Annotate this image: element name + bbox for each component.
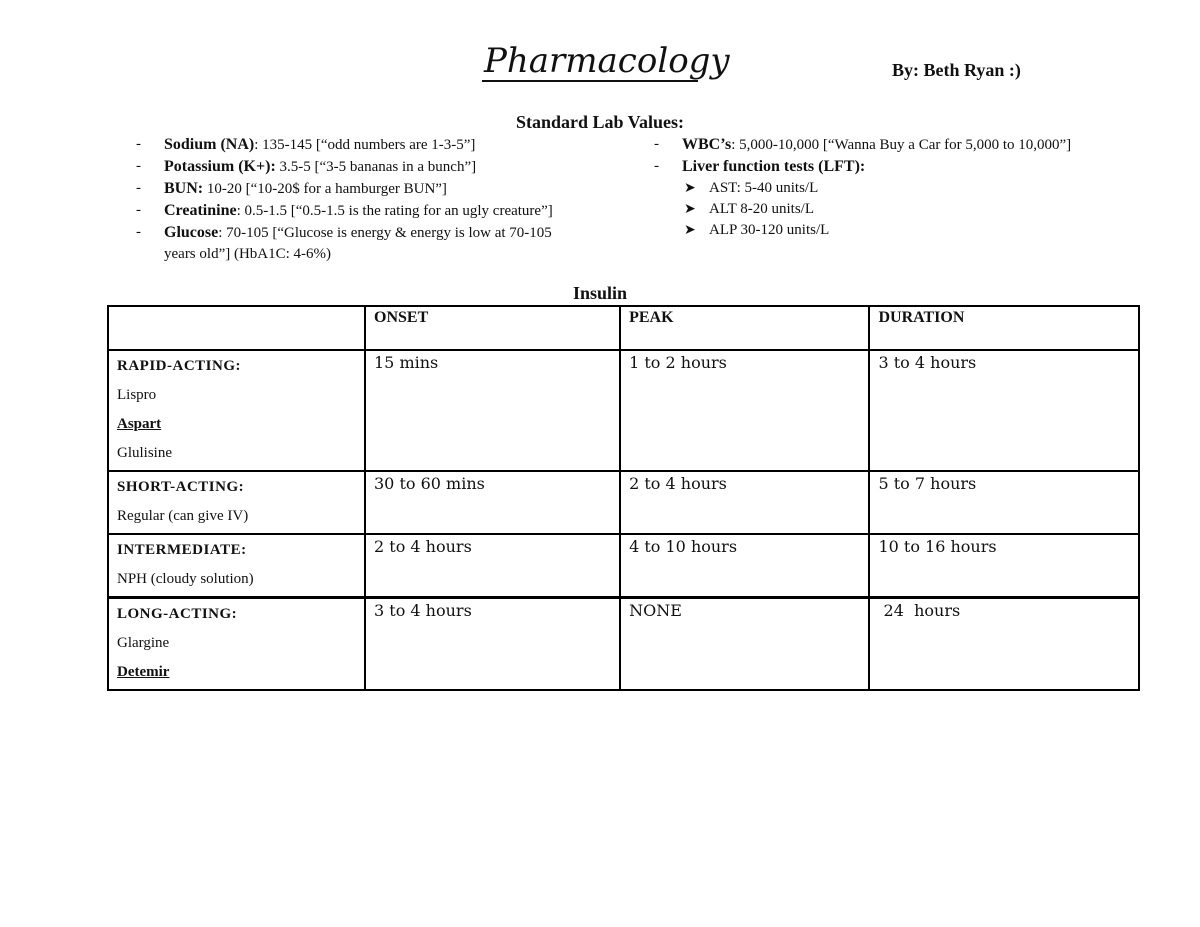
lab-values-left-list <box>136 134 576 265</box>
duration-cell: 24 hours <box>869 598 1139 691</box>
category-label: INTERMEDIATE: <box>117 542 247 558</box>
table-row-short-acting <box>108 471 1139 534</box>
arrow-bullet-icon: ➤ <box>684 202 696 217</box>
onset-cell: 2 to 4 hours <box>365 534 620 598</box>
lab-item-bun: - BUN: 10-20 [“10-20$ for a hamburger BUN”] <box>136 180 447 197</box>
lab-values-heading: Standard Lab Values: <box>515 112 685 132</box>
arrow-bullet-icon: ➤ <box>684 181 696 196</box>
pharmacology-script-title <box>478 34 730 96</box>
category-cell <box>108 350 365 471</box>
category-label: RAPID-ACTING: <box>117 358 241 374</box>
lab-item-wbc: - WBC’s: 5,000-10,000 [“Wanna Buy a Car for 5,000 to 10,000”] <box>654 136 1072 153</box>
duration-cell: 3 to 4 hours <box>869 350 1139 471</box>
onset-cell: 3 to 4 hours <box>365 598 620 691</box>
category-cell <box>108 534 365 598</box>
category-cell <box>108 598 365 691</box>
lab-values-right-list <box>654 134 1094 241</box>
lab-item-lft: - Liver function tests (LFT): <box>654 158 866 175</box>
drug-name: Glargine <box>117 635 170 651</box>
category-cell <box>108 471 365 534</box>
lft-item-ast: ➤ AST: 5-40 units/L <box>654 178 1094 199</box>
drug-name: Lispro <box>117 387 157 403</box>
duration-cell: 10 to 16 hours <box>869 534 1139 598</box>
peak-cell: NONE <box>620 598 869 691</box>
arrow-bullet-icon: ➤ <box>684 223 696 238</box>
header-cell-blank <box>108 306 365 350</box>
category-label: LONG-ACTING: <box>117 606 238 622</box>
drug-name: Detemir <box>117 664 170 680</box>
drug-name: Aspart <box>117 416 162 432</box>
lab-item-potassium: - Potassium (K+): 3.5-5 [“3-5 bananas in a bunch”] <box>136 158 477 175</box>
header-cell-duration: DURATION <box>869 306 1139 350</box>
table-row-rapid-acting <box>108 350 1139 471</box>
onset-cell: 15 mins <box>365 350 620 471</box>
peak-cell: 4 to 10 hours <box>620 534 869 598</box>
peak-cell: 2 to 4 hours <box>620 471 869 534</box>
duration-cell: 5 to 7 hours <box>869 471 1139 534</box>
header-cell-onset: ONSET <box>365 306 620 350</box>
onset-cell: 30 to 60 mins <box>365 471 620 534</box>
table-row-long-acting <box>108 598 1139 691</box>
lab-item-creatinine: - Creatinine: 0.5-1.5 [“0.5-1.5 is the rating for an ugly creature”] <box>136 202 553 219</box>
header-cell-peak: PEAK <box>620 306 869 350</box>
title-script-text: Pharmacology <box>484 41 730 81</box>
drug-name: Regular (can give IV) <box>117 508 249 524</box>
insulin-heading: Insulin <box>572 283 628 303</box>
table-header-row <box>108 306 1139 350</box>
lab-item-sodium: - Sodium (NA): 135-145 [“odd numbers are 1-3-5”] <box>136 136 476 153</box>
lab-item-glucose: - Glucose: 70-105 [“Glucose is energy & energy is low at 70-105 years old”] (HbA1C: 4-6%) <box>136 224 552 262</box>
drug-name: NPH (cloudy solution) <box>117 571 254 587</box>
drug-name: Glulisine <box>117 445 172 461</box>
peak-cell: 1 to 2 hours <box>620 350 869 471</box>
category-label: SHORT-ACTING: <box>117 479 245 495</box>
insulin-table <box>107 305 1140 691</box>
author-line: By: Beth Ryan :) <box>892 60 1021 80</box>
table-row-intermediate <box>108 534 1139 598</box>
lft-item-alp: ➤ ALP 30-120 units/L <box>654 220 1094 241</box>
lft-item-alt: ➤ ALT 8-20 units/L <box>654 199 1094 220</box>
